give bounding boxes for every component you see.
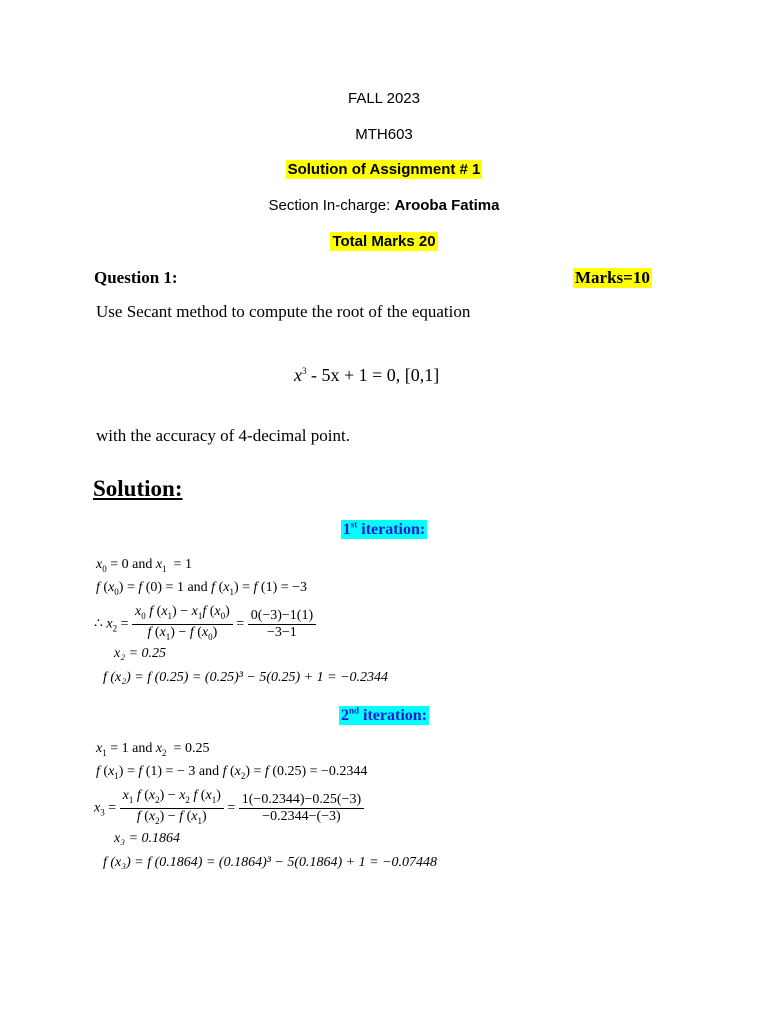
assignment-title-row [0,161,768,178]
iter2-formula-fraction: $\frac{x_1 f (x_2) - x_2 f (x_1)}{f (x_2) - f (x_1)}$ [120,788,224,829]
term: FALL 2023 [347,90,420,107]
iter1-value-fraction: $\frac{0(-3)-1(1)}{-3-1}$ [248,608,316,641]
equation: $x^3 - 5x + 1 = 0$, [0,1] [294,365,440,385]
course-code: MTH603 [355,126,413,143]
iter2-initial-values: $x_1 = 1$ and $x_2 = 0.25$ [96,741,210,758]
assignment-title: Solution of Assignment # 1 [287,161,481,178]
iter1-f-x2: f (x₂) = f (0.25) = (0.25)³ − 5(0.25) + 1 = −0.2344 [103,670,389,685]
question-prompt: Use Secant method to compute the root of the equation [96,302,471,321]
iter2-function-values: f $(x_1) = f$ (1) = − 3 and f $(x_2) = f$ (0.25) = −0.2344 [96,764,368,781]
iteration1-heading: 1st iteration: [342,520,426,539]
section-incharge-name: Arooba Fatima [394,197,500,214]
total-marks: Total Marks 20 [332,233,436,250]
equation-rest: - 5x + 1 = 0, [0,1] [306,365,440,385]
section-incharge-row [0,197,768,214]
iter1-function-values: f $(x_0) = f$ (0) = 1 and f $(x_1) = f$ (1) = −3 [96,580,308,597]
section-label: Section In-charge: [268,197,395,214]
iter1-secant-formula: ∴ $x_2$ = $\frac{x_0 f (x_1) - x_1f (x_0)}{f (x_1) - f (x_0)}$ = $\frac{0(-3)-1(1)}{-3-1}$ [94,604,316,645]
iter1-initial-values: $x_0 = 0$ and $x_1 = 1$ [96,557,192,574]
iter1-x2-result: x₂ = 0.25 [114,646,167,661]
question-label: Question 1: [94,268,178,287]
iter2-secant-formula: $x_3$ = $\frac{x_1 f (x_2) - x_2 f (x_1)}{f (x_2) - f (x_1)}$ = $\frac{1(-0.2344)-0.25(-3)}{-0.2344-(-3)}$ [94,788,364,829]
accuracy-note: with the accuracy of 4-decimal point. [96,426,350,445]
iter2-value-fraction: $\frac{1(-0.2344)-0.25(-3)}{-0.2344-(-3)}$ [239,792,364,825]
total-marks-row [0,233,768,250]
iteration2-heading: 2nd iteration: [341,706,427,725]
question-marks: Marks=10 [575,268,650,287]
iter2-f-x3: f (x₃) = f (0.1864) = (0.1864)³ − 5(0.1864) + 1 = −0.07448 [103,855,438,870]
iter1-formula-fraction: $\frac{x_0 f (x_1) - x_1f (x_0)}{f (x_1) - f (x_0)}$ [132,604,233,645]
iter2-x3-result: x₃ = 0.1864 [114,831,181,846]
solution-heading: Solution: [93,476,183,501]
